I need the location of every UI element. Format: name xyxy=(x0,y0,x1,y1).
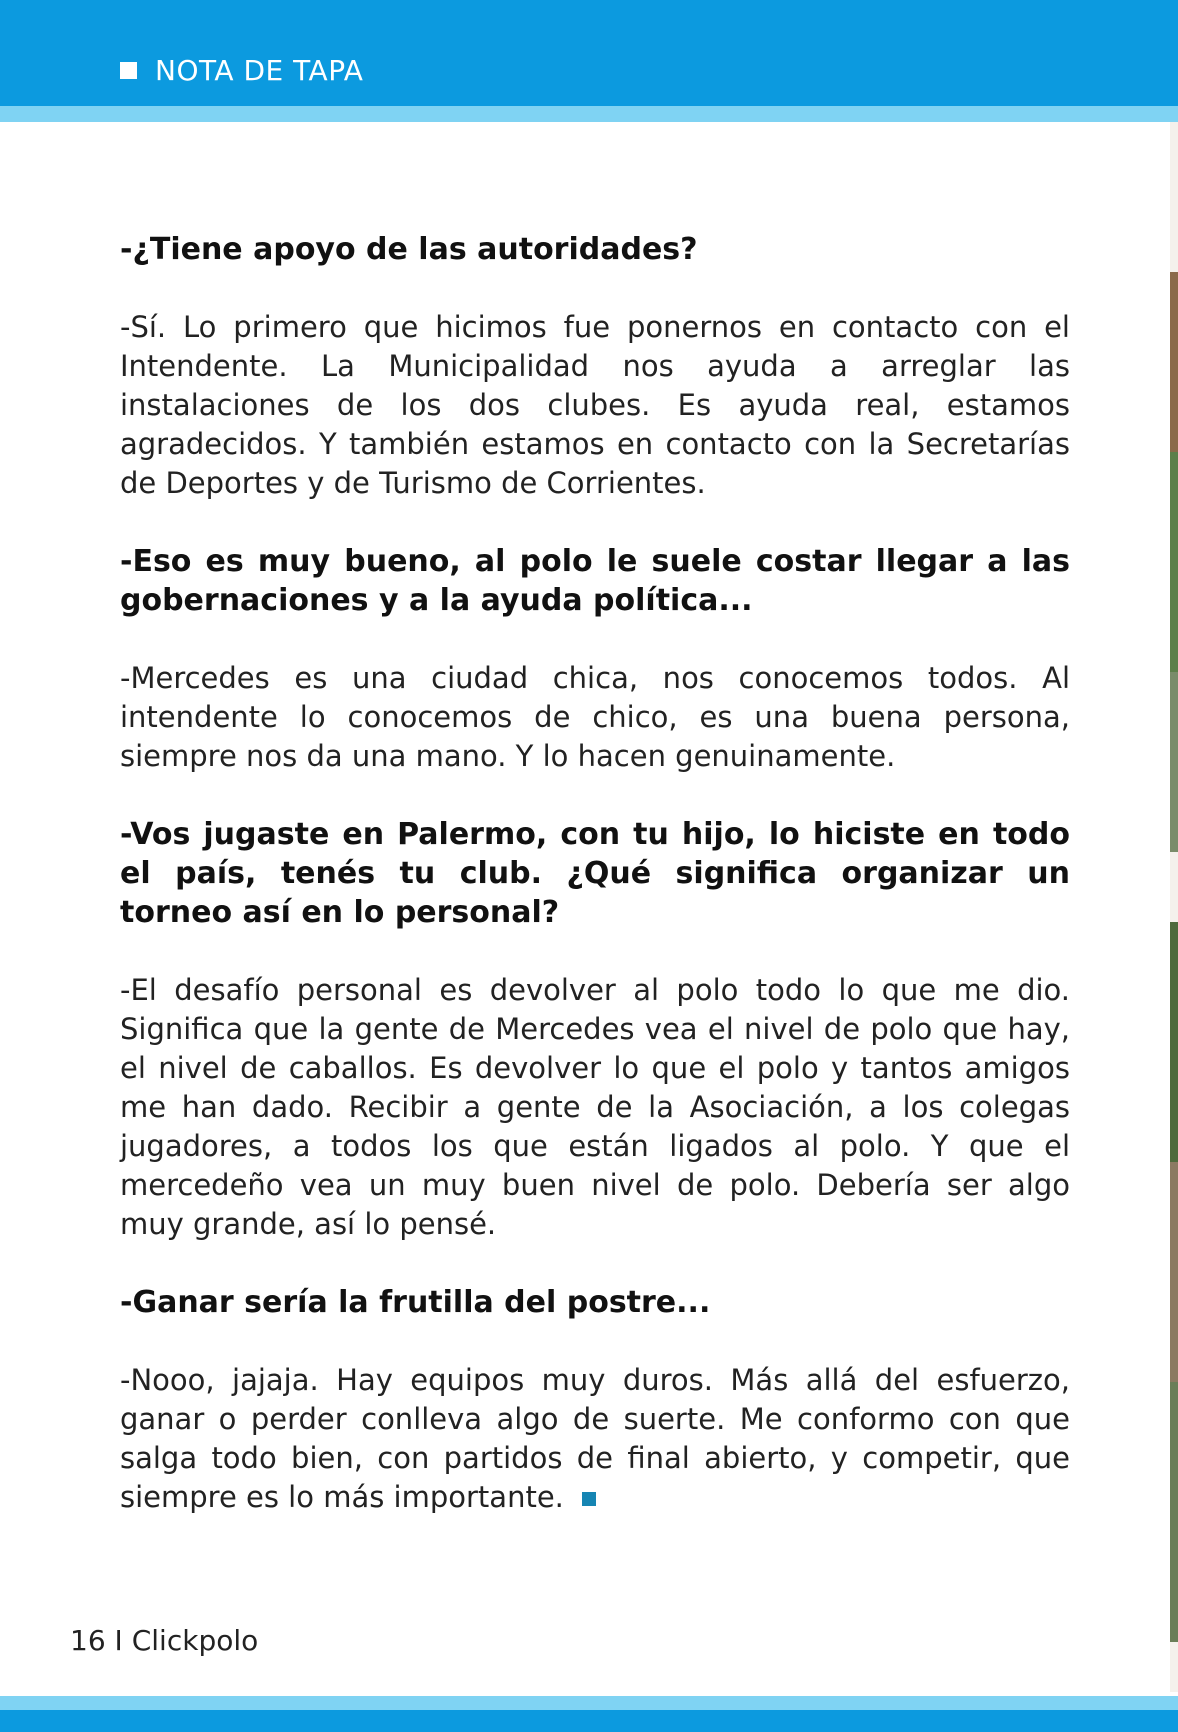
answer-2: -Mercedes es una ciudad chica, nos conocemos todos. Al intendente lo conocemos de chico, es una buena persona, siempre nos da una mano. Y lo hacen genuinamente. xyxy=(120,661,1070,773)
question-4: -Ganar sería la frutilla del postre... xyxy=(120,1285,711,1320)
footer-stripe xyxy=(0,1696,1178,1710)
section-label-text: NOTA DE TAPA xyxy=(155,53,364,87)
footer-separator: I xyxy=(114,1624,123,1657)
question-2: -Eso es muy bueno, al polo le suele costar llegar a las gobernaciones y a la ayuda política... xyxy=(120,544,1070,618)
interview-body xyxy=(120,230,1070,1556)
footer-band xyxy=(0,1710,1178,1732)
question-3: -Vos jugaste en Palermo, con tu hijo, lo hiciste en todo el país, tenés tu club. ¿Qué significa organizar un torneo así en lo personal? xyxy=(120,817,1070,930)
section-label xyxy=(120,50,363,90)
square-bullet-icon xyxy=(120,62,137,79)
page-number: 16 xyxy=(70,1624,106,1657)
adjacent-page-photo-edge xyxy=(1170,122,1178,1692)
answer-3: -El desafío personal es devolver al polo todo lo que me dio. Significa que la gente de Mercedes vea el nivel de polo que hay, el nivel de caballos. Es devolver lo que el polo y tantos amigos me han dado. Recibir a gente de la Asociación, a los colegas jugadores, a todos los que están ligados al polo. Y que el mercedeño vea un muy buen nivel de polo. Debería ser algo muy grande, así lo pensé. xyxy=(120,973,1070,1241)
question-1: -¿Tiene apoyo de las autoridades? xyxy=(120,232,698,267)
answer-4: -Nooo, jajaja. Hay equipos muy duros. Más allá del esfuerzo, ganar o perder conlleva algo de suerte. Me conformo con que salga todo bien, con partidos de final abierto, y competir, que siempre es lo más importante. xyxy=(120,1363,1070,1514)
header-stripe xyxy=(0,106,1178,122)
publication-name: Clickpolo xyxy=(131,1624,259,1657)
answer-4-wrapper xyxy=(120,1361,1070,1517)
end-of-article-icon xyxy=(582,1492,596,1506)
page-footer xyxy=(70,1624,258,1657)
answer-1: -Sí. Lo primero que hicimos fue ponernos en contacto con el Intendente. La Municipalidad nos ayuda a arreglar las instalaciones de los dos clubes. Es ayuda real, estamos agradecidos. Y también estamos en contacto con la Secretarías de Deportes y de Turismo de Corrientes. xyxy=(120,310,1070,500)
